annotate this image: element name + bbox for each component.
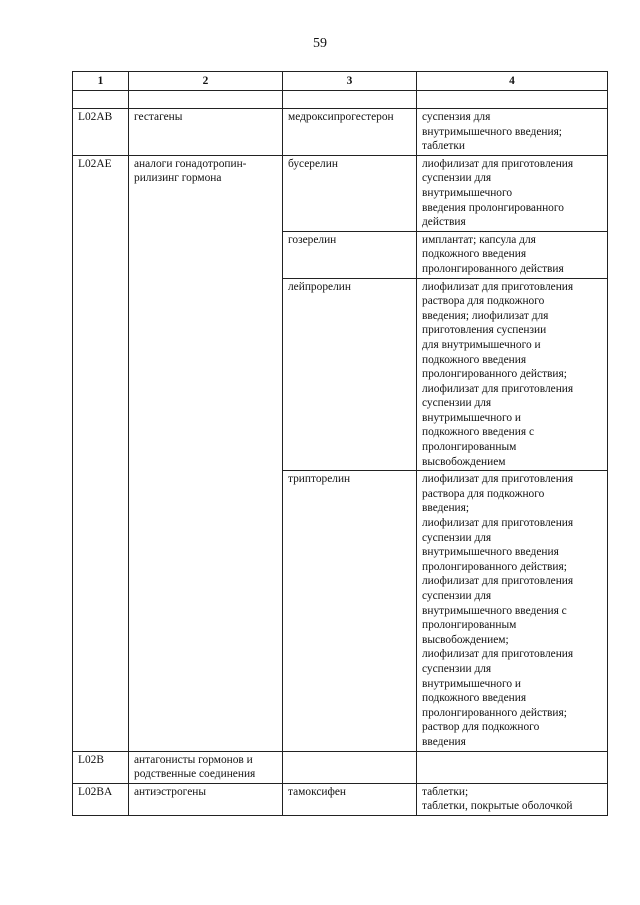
group-cell <box>129 155 283 751</box>
column-header: 4 <box>417 72 608 91</box>
dosage-form-cell-line: раствор для подкожного <box>422 721 540 734</box>
dosage-form-cell <box>417 155 608 231</box>
table-row <box>73 783 608 815</box>
dosage-form-cell-line: суспензии для <box>422 662 492 675</box>
table-header-row <box>73 72 608 91</box>
group-cell <box>129 751 283 783</box>
dosage-form-cell-line: пролонгированного действия; <box>422 368 567 381</box>
dosage-form-cell-line: лиофилизат для приготовления <box>422 517 574 530</box>
group-cell-line: антиэстрогены <box>134 785 207 798</box>
dosage-form-cell-line: подкожного введения с <box>422 426 534 439</box>
dosage-form-cell-line: введения; лиофилизат для <box>422 309 549 322</box>
table-row <box>73 155 608 231</box>
dosage-form-cell-line: таблетки, покрытые оболочкой <box>422 800 573 813</box>
dosage-form-cell <box>417 751 608 783</box>
dosage-form-cell-line: действия <box>422 216 466 229</box>
group-cell-line: рилизинг гормона <box>134 172 222 185</box>
drug-cell-line: лейпрорелин <box>288 280 351 293</box>
dosage-form-cell-line: суспензии для <box>422 531 492 544</box>
dosage-form-cell-line: лиофилизат для приготовления <box>422 648 574 661</box>
drug-cell-line: гозерелин <box>288 233 337 246</box>
dosage-form-cell-line: лиофилизат для приготовления <box>422 382 574 395</box>
atc-code-cell: L02BA <box>73 783 129 815</box>
dosage-form-cell <box>417 471 608 751</box>
atc-code-cell: L02AE <box>73 155 129 751</box>
dosage-form-cell-line: высвобождением; <box>422 633 509 646</box>
dosage-form-cell-line: внутримышечного и <box>422 411 522 424</box>
group-cell-line: родственные соединения <box>134 768 256 781</box>
drug-cell <box>283 278 417 471</box>
drug-cell <box>283 231 417 278</box>
dosage-form-cell <box>417 109 608 156</box>
atc-code-cell: L02AB <box>73 109 129 156</box>
dosage-form-cell <box>417 231 608 278</box>
drug-cell-line: бусерелин <box>288 157 338 170</box>
dosage-form-cell-line: лиофилизат для приготовления <box>422 575 574 588</box>
dosage-form-cell-line: внутримышечного введения; <box>422 125 562 138</box>
atc-code-cell: L02B <box>73 751 129 783</box>
group-cell <box>129 783 283 815</box>
column-header: 1 <box>73 72 129 91</box>
dosage-form-cell-line: раствора для подкожного <box>422 487 545 500</box>
table-row <box>73 109 608 156</box>
drug-cell <box>283 471 417 751</box>
drug-cell <box>283 155 417 231</box>
column-header: 2 <box>129 72 283 91</box>
dosage-form-cell-line: пролонгированного действия; <box>422 560 567 573</box>
drug-table <box>72 71 608 816</box>
dosage-form-cell-line: раствора для подкожного <box>422 295 545 308</box>
column-header: 3 <box>283 72 417 91</box>
dosage-form-cell-line: подкожного введения <box>422 692 527 705</box>
drug-cell <box>283 783 417 815</box>
dosage-form-cell-line: суспензии для <box>422 590 492 602</box>
dosage-form-cell-line: лиофилизат для приготовления <box>422 473 574 486</box>
dosage-form-cell <box>417 278 608 471</box>
dosage-form-cell-line: внутримышечного введения <box>422 546 559 559</box>
dosage-form-cell-line: лиофилизат для приготовления <box>422 280 574 293</box>
dosage-form-cell-line: внутримышечного и <box>422 677 522 690</box>
dosage-form-cell-line: суспензии для <box>422 172 492 185</box>
dosage-form-cell-line: подкожного введения <box>422 248 527 261</box>
dosage-form-cell-line: для внутримышечного и <box>422 338 541 351</box>
page-number: 59 <box>313 36 327 51</box>
group-cell-line: гестагены <box>134 111 183 123</box>
group-cell-line: аналоги гонадотропин- <box>134 157 247 170</box>
dosage-form-cell-line: пролонгированного действия <box>422 262 564 275</box>
dosage-form-cell-line: подкожного введения <box>422 353 527 366</box>
table-row <box>73 751 608 783</box>
group-cell-line: антагонисты гормонов и <box>134 753 253 766</box>
drug-cell-line: тамоксифен <box>288 785 347 798</box>
dosage-form-cell-line: введения <box>422 735 466 748</box>
dosage-form-cell-line: введения пролонгированного <box>422 201 564 214</box>
dosage-form-cell-line: приготовления суспензии <box>422 324 547 337</box>
drug-cell <box>283 109 417 156</box>
dosage-form-cell-line: внутримышечного <box>422 186 513 199</box>
dosage-form-cell-line: пролонгированным <box>422 619 517 632</box>
dosage-form-cell-line: суспензия для <box>422 111 491 123</box>
drug-cell <box>283 751 417 783</box>
dosage-form-cell-line: лиофилизат для приготовления <box>422 157 574 170</box>
dosage-form-cell-line: пролонгированным <box>422 441 517 454</box>
dosage-form-cell-line: введения; <box>422 502 470 515</box>
spacer-row <box>73 91 608 109</box>
dosage-form-cell-line: внутримышечного введения с <box>422 604 567 617</box>
dosage-form-cell-line: пролонгированного действия; <box>422 706 567 719</box>
dosage-form-cell <box>417 783 608 815</box>
drug-cell-line: трипторелин <box>288 473 351 486</box>
drug-cell-line: медроксипрогестерон <box>288 111 394 123</box>
dosage-form-cell-line: таблетки <box>422 140 466 153</box>
dosage-form-cell-line: имплантат; капсула для <box>422 233 536 246</box>
dosage-form-cell-line: высвобождением <box>422 455 506 468</box>
dosage-form-cell-line: суспензии для <box>422 397 492 410</box>
dosage-form-cell-line: таблетки; <box>422 785 469 798</box>
group-cell <box>129 109 283 156</box>
